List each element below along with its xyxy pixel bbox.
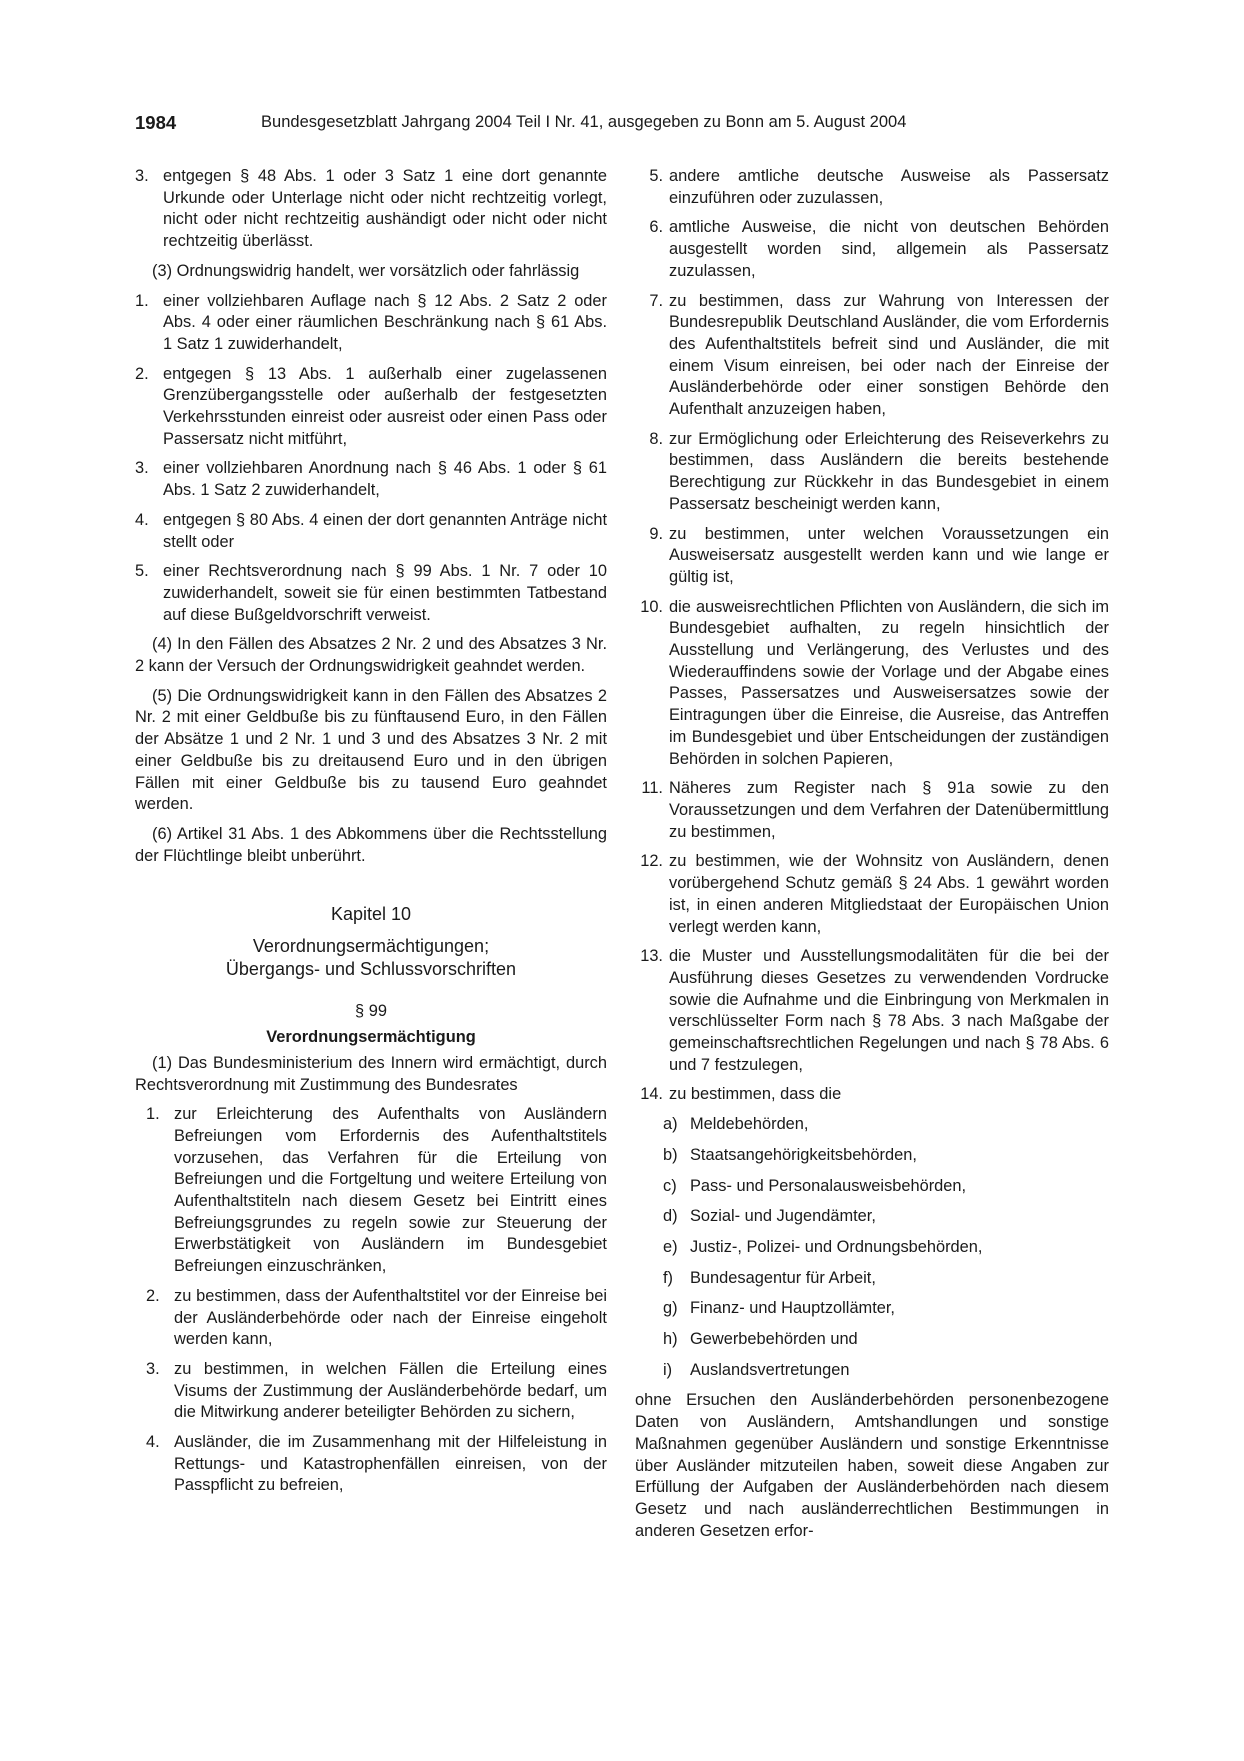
sub-item-text: Pass- und Personalausweisbehörden, xyxy=(690,1176,967,1195)
chapter-title xyxy=(135,935,607,981)
list-item xyxy=(135,291,607,356)
list-item xyxy=(146,1359,607,1424)
sub-item-text: Bundesagentur für Arbeit, xyxy=(690,1268,876,1287)
sub-item-text: Staatsangehörigkeitsbehörden, xyxy=(690,1145,917,1164)
item-text: entgegen § 48 Abs. 1 oder 3 Satz 1 eine dort genannte Urkunde oder Unterlage nicht oder nicht rechtzeitig vorlegt, nicht oder nicht rechtzeitig aushändigt oder nicht oder nicht rechtzeitig überlässt. xyxy=(163,167,607,251)
sub-item-text: Sozial- und Jugendämter, xyxy=(690,1207,876,1226)
item-text: einer vollziehbaren Auflage nach § 12 Abs. 2 Satz 2 oder Abs. 4 oder einer räumlichen Beschränkung nach § 61 Abs. 1 Satz 1 zuwiderhandelt, xyxy=(163,291,607,353)
list-item xyxy=(146,1104,607,1278)
item-text: amtliche Ausweise, die nicht von deutschen Behörden ausgestellt worden sind, allgemein als Passersatz zuzulassen, xyxy=(669,218,1109,280)
page-header xyxy=(135,112,997,136)
item-text: zu bestimmen, in welchen Fällen die Erteilung eines Visums der Zustimmung der Ausländerbehörde bedarf, um die Mitwirkung anderer beteiligter Behörden zu sichern, xyxy=(174,1359,607,1422)
section-number: § 99 xyxy=(355,1002,387,1021)
list-item xyxy=(135,561,607,626)
list-item xyxy=(635,429,1109,516)
sub-item xyxy=(663,1298,1109,1320)
sub-item-text: Gewerbebehörden und xyxy=(690,1330,858,1349)
list-item xyxy=(635,166,1109,209)
item-number: 9. xyxy=(649,524,663,543)
list-item xyxy=(635,1084,1109,1106)
item-number: 8. xyxy=(649,429,663,448)
sub-item-text: Meldebehörden, xyxy=(690,1115,809,1134)
left-column xyxy=(135,166,607,1505)
item-number: 2. xyxy=(135,364,149,383)
item-text: zur Erleichterung des Aufenthalts von Ausländern Befreiungen vom Erfordernis des Aufenthaltstitels vorzusehen, das Verfahren für die Erteilung von Befreiungen und die Fortgeltung und weitere Erteilung von Aufenthaltstiteln nach diesem Gesetz bei Eintritt eines Befreiungsgrundes zu regeln sowie zur Steuerung der Erwerbstätigkeit von Ausländern im Bundesgebiet Befreiungen einzuschränken, xyxy=(174,1105,607,1276)
sub-item-letter: i) xyxy=(663,1360,673,1379)
sub-item-letter: d) xyxy=(663,1207,678,1226)
sub-item-text: Justiz-, Polizei- und Ordnungsbehörden, xyxy=(690,1237,983,1256)
item-text: die ausweisrechtlichen Pflichten von Ausländern, die sich im Bundesgebiet aufhalten, zu regeln hinsichtlich der Ausstellung und Verlängerung, des Verlustes und des Wiederauffindens sowie der Vorlage und der Abgabe eines Passes, Passersatzes und Ausweisersatzes sowie der Eintragungen über die Einreise, die Ausreise, das Antreffen im Bundesgebiet und über Entscheidungen der zuständigen Behörden in solchen Papieren, xyxy=(669,597,1109,768)
item-number: 14. xyxy=(640,1085,663,1104)
item-number: 13. xyxy=(640,947,663,966)
paragraph-4: (4) In den Fällen des Absatzes 2 Nr. 2 und des Absatzes 3 Nr. 2 kann der Versuch der Ordnungswidrigkeit geahndet werden. xyxy=(135,635,607,676)
list-item xyxy=(146,1286,607,1351)
sub-item xyxy=(663,1329,1109,1351)
list-item xyxy=(635,524,1109,589)
sub-item xyxy=(663,1114,1109,1136)
item-number: 3. xyxy=(135,459,149,478)
sub-item-letter: e) xyxy=(663,1237,678,1256)
list-item xyxy=(635,597,1109,771)
item-number: 2. xyxy=(146,1286,160,1305)
item-text: zu bestimmen, unter welchen Voraussetzungen ein Ausweisersatz ausgestellt werden kann und wie lange er gültig ist, xyxy=(669,524,1109,586)
page-number: 1984 xyxy=(135,112,177,133)
item-number: 4. xyxy=(146,1433,160,1452)
item-text: andere amtliche deutsche Ausweise als Passersatz einzuführen oder zuzulassen, xyxy=(669,167,1109,207)
list-item xyxy=(135,510,607,553)
sub-item xyxy=(663,1145,1109,1167)
item-number: 1. xyxy=(135,291,149,310)
sub-item xyxy=(663,1237,1109,1259)
item-number: 11. xyxy=(641,779,663,798)
sub-item-text: Finanz- und Hauptzollämter, xyxy=(690,1299,895,1318)
sub-item-text: Auslandsvertretungen xyxy=(690,1360,850,1379)
item-text: zu bestimmen, dass zur Wahrung von Interessen der Bundesrepublik Deutschland Ausländer, die vom Erfordernis des Aufenthaltstitels befreit sind und Ausländer, die mit einem Visum einreisen, bei oder nach der Einreise der Ausländerbehörde oder einer sonstigen Behörde den Aufenthalt anzuzeigen haben, xyxy=(669,291,1109,419)
sub-item-letter: h) xyxy=(663,1330,678,1349)
chapter-title-line-1: Verordnungsermächtigungen; xyxy=(252,936,490,957)
running-title: Bundesgesetzblatt Jahrgang 2004 Teil I Nr. 41, ausgegeben zu Bonn am 5. August 2004 xyxy=(261,113,907,131)
right-column xyxy=(635,166,1109,1550)
item-text: entgegen § 80 Abs. 4 einen der dort genannten Anträge nicht stellt oder xyxy=(163,510,607,551)
section-99-list xyxy=(146,1104,607,1497)
item-number: 6. xyxy=(649,218,663,237)
paragraph-6: (6) Artikel 31 Abs. 1 des Abkommens über die Rechtsstellung der Flüchtlinge bleibt unberührt. xyxy=(135,824,607,865)
sub-item xyxy=(663,1268,1109,1290)
list-item xyxy=(135,166,607,253)
section-title: Verordnungsermächtigung xyxy=(266,1028,476,1047)
item-text: Ausländer, die im Zusammenhang mit der Hilfeleistung in Rettungs- und Katastrophenfällen einreisen, von der Passpflicht zu befreien, xyxy=(174,1433,607,1495)
sub-item-letter: f) xyxy=(663,1268,674,1287)
item-text: die Muster und Ausstellungsmodalitäten für die bei der Ausführung dieses Gesetzes zu verwendenden Vordrucke sowie die Aufnahme und die Einbringung von Merkmalen in verschlüsselter Form nach § 78 Abs. 3 nach Maßgabe der gemeinschaftsrechtlichen Regelungen und nach § 78 Abs. 6 und 7 festzulegen, xyxy=(669,947,1109,1074)
item-number: 4. xyxy=(135,510,149,529)
sub-item-letter: c) xyxy=(663,1176,677,1195)
item-number: 10. xyxy=(640,597,663,616)
item-text: Näheres zum Register nach § 91a sowie zu den Voraussetzungen und dem Verfahren der Datenübermittlung zu bestimmen, xyxy=(669,779,1109,841)
item-number: 7. xyxy=(649,291,663,310)
list-item xyxy=(635,217,1109,282)
item-number: 12. xyxy=(640,852,663,871)
closing-paragraph: ohne Ersuchen den Ausländerbehörden personenbezogene Daten von Ausländern, Amtshandlungen und sonstige Maßnahmen gegenüber Ausländern und sonstige Erkenntnisse über Ausländer mitzuteilen haben, soweit diese Angaben zur Erfüllung der Aufgaben der Ausländerbehörden nach diesem Gesetz und nach ausländerrechtlichen Bestimmungen in anderen Gesetzen erfor- xyxy=(635,1391,1109,1540)
list-item xyxy=(135,364,607,451)
sub-item xyxy=(663,1176,1109,1198)
list-item xyxy=(635,851,1109,938)
item-number: 3. xyxy=(146,1359,160,1378)
item-text: einer Rechtsverordnung nach § 99 Abs. 1 Nr. 7 oder 10 zuwiderhandelt, soweit sie für einen bestimmten Tatbestand auf diese Bußgeldvorschrift verweist. xyxy=(163,562,607,624)
item-number: 5. xyxy=(649,167,663,185)
item-number: 1. xyxy=(146,1105,160,1124)
item-text: zu bestimmen, dass die xyxy=(669,1085,842,1104)
sub-item xyxy=(663,1206,1109,1228)
section-99-paragraph-1: (1) Das Bundesministerium des Innern wird ermächtigt, durch Rechtsverordnung mit Zustimmung des Bundesrates xyxy=(135,1053,607,1094)
list-item xyxy=(146,1432,607,1497)
sub-item-letter: b) xyxy=(663,1145,678,1164)
list-item xyxy=(635,946,1109,1076)
item-text: zu bestimmen, wie der Wohnsitz von Ausländern, denen vorübergehend Schutz gemäß § 24 Abs. 1 gewährt worden ist, in einen anderen Mitgliedstaat der Europäischen Union verlegt werden kann, xyxy=(669,852,1109,936)
chapter-title-line-2: Übergangs- und Schlussvorschriften xyxy=(225,959,517,980)
item-text: zur Ermöglichung oder Erleichterung des Reiseverkehrs zu bestimmen, dass Ausländern die bereits bestehende Berechtigung zur Rückkehr in das Bundesgebiet in einem Passersatz bescheinigt werden kann, xyxy=(669,429,1109,513)
list-item xyxy=(135,458,607,501)
sub-item xyxy=(663,1360,1109,1382)
paragraph-3-intro: (3) Ordnungswidrig handelt, wer vorsätzlich oder fahrlässig xyxy=(152,261,580,280)
list-item xyxy=(635,778,1109,843)
item-text: entgegen § 13 Abs. 1 außerhalb einer zugelassenen Grenzübergangsstelle oder außerhalb der festgesetzten Verkehrsstunden einreist oder ausreist oder einen Pass oder Passersatz nicht mitführt, xyxy=(163,364,607,448)
item-number: 3. xyxy=(135,167,149,185)
item-text: zu bestimmen, dass der Aufenthaltstitel vor der Einreise bei der Ausländerbehörde oder nach der Einreise eingeholt werden kann, xyxy=(174,1286,607,1349)
item-number: 5. xyxy=(135,562,149,581)
list-item xyxy=(635,291,1109,421)
chapter-heading: Kapitel 10 xyxy=(330,904,412,925)
sub-item-letter: a) xyxy=(663,1115,678,1134)
item-text: einer vollziehbaren Anordnung nach § 46 Abs. 1 oder § 61 Abs. 1 Satz 2 zuwiderhandelt, xyxy=(163,459,607,500)
paragraph-5: (5) Die Ordnungswidrigkeit kann in den Fällen des Absatzes 2 Nr. 2 mit einer Geldbuße bis zu fünftausend Euro, in den Fällen der Absätze 1 und 2 Nr. 1 und 3 und des Absatzes 3 Nr. 2 mit einer Geldbuße bis zu dreitausend Euro und in den übrigen Fällen mit einer Geldbuße bis zu tausend Euro geahndet werden. xyxy=(135,686,607,814)
sub-item-letter: g) xyxy=(663,1299,678,1318)
